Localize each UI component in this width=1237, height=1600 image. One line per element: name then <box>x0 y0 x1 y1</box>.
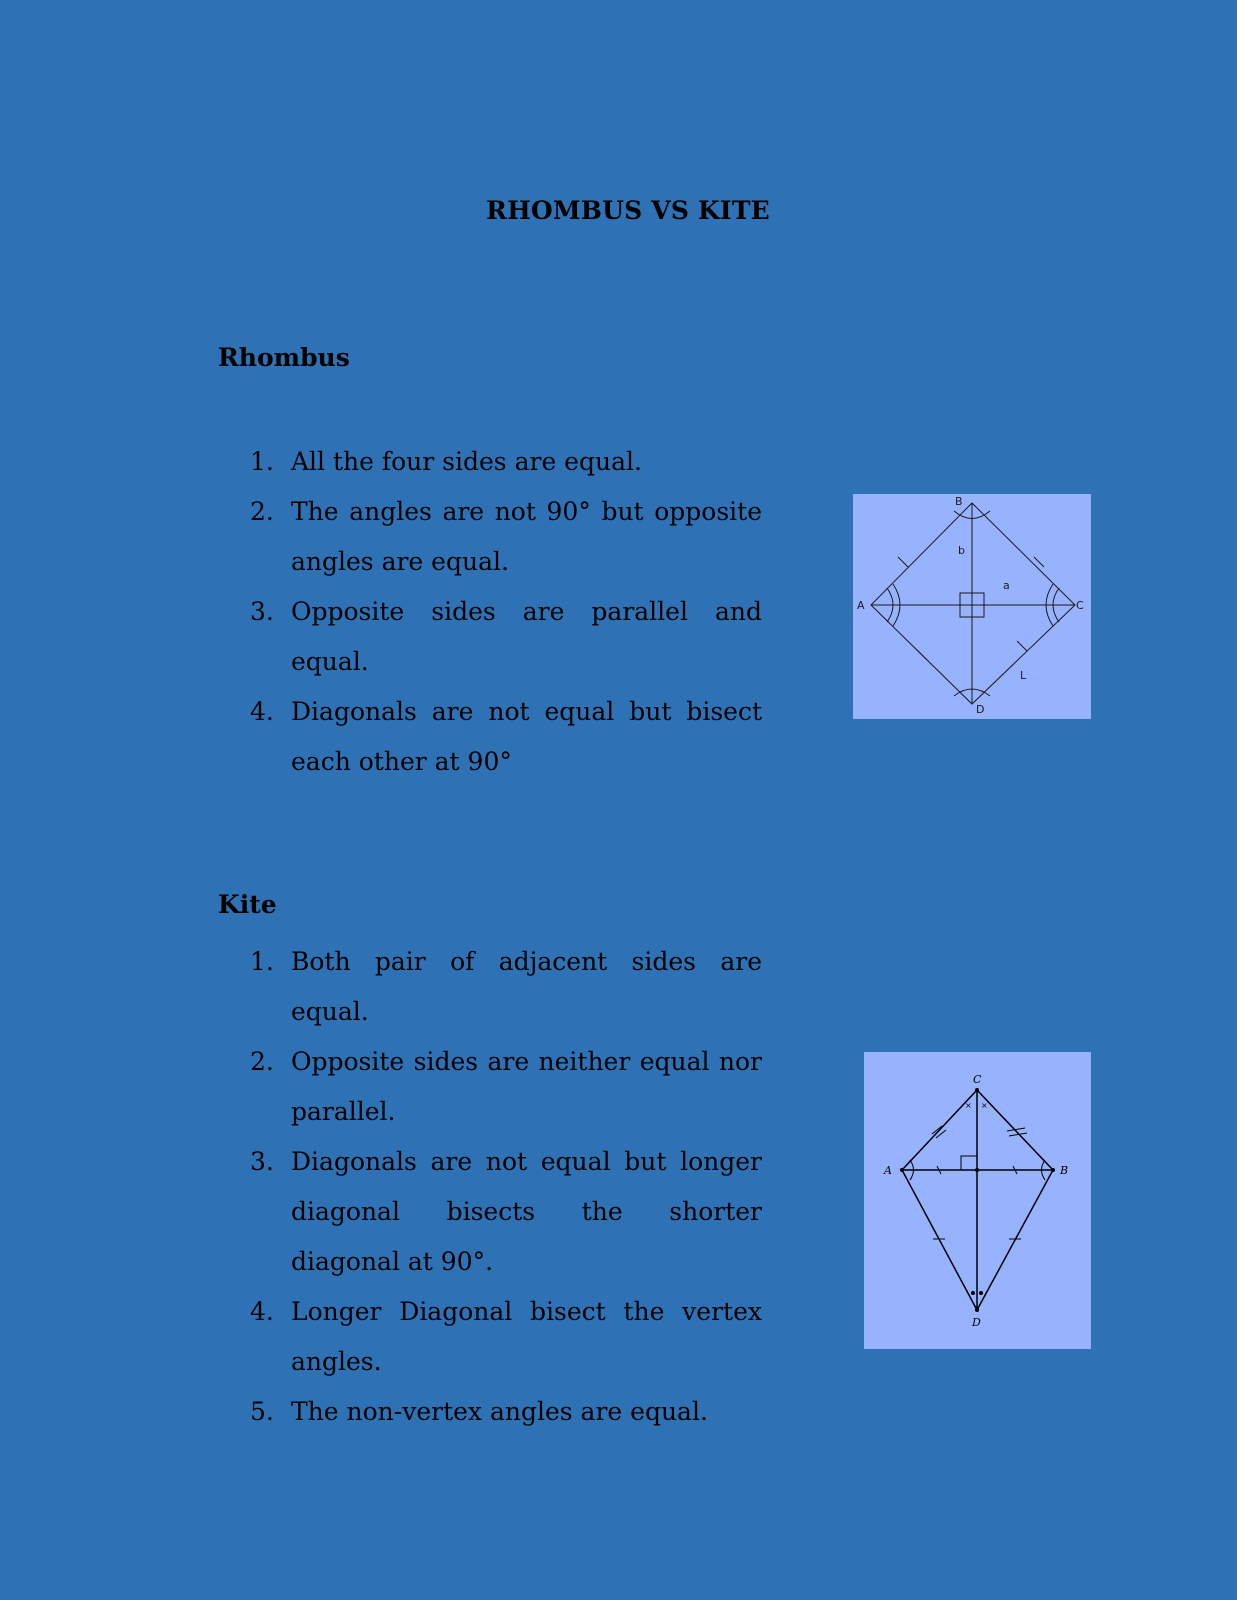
kite-heading: Kite <box>218 890 277 919</box>
vertex-label-a: A <box>884 1164 892 1177</box>
vertex-label-d: D <box>972 1316 981 1329</box>
rhombus-properties-list <box>250 437 762 787</box>
list-item-text: The non-vertex angles are equal. <box>291 1397 708 1426</box>
list-item <box>250 1137 762 1287</box>
list-item-number: 1. <box>250 447 274 476</box>
list-item-text: Diagonals are not equal but bisect each other at 90° <box>291 697 762 776</box>
list-item <box>250 587 762 687</box>
list-item-text: Opposite sides are neither equal nor parallel. <box>291 1047 762 1126</box>
diagonal-label-a: a <box>1003 579 1010 592</box>
kite-diagram <box>864 1052 1091 1349</box>
vertex-label-b: B <box>955 495 963 508</box>
list-item-number: 3. <box>250 1147 274 1176</box>
svg-text:×: × <box>981 1101 988 1110</box>
list-item-number: 2. <box>250 1047 274 1076</box>
side-label-l: L <box>1020 669 1027 682</box>
diagonal-label-b: b <box>958 544 965 557</box>
vertex-label-a: A <box>857 599 865 612</box>
list-item <box>250 1387 762 1437</box>
kite-properties-list <box>250 937 762 1437</box>
list-item <box>250 1287 762 1387</box>
rhombus-figure <box>853 494 1091 719</box>
list-item <box>250 437 762 487</box>
list-item-number: 1. <box>250 947 274 976</box>
list-item <box>250 687 762 787</box>
list-item-text: Both pair of adjacent sides are equal. <box>291 947 762 1026</box>
right-angle-mark <box>961 1156 977 1170</box>
list-item-number: 3. <box>250 597 274 626</box>
vertex-label-c: C <box>1076 599 1084 612</box>
vertex-label-d: D <box>976 703 985 716</box>
vertex-label-b: B <box>1060 1164 1069 1177</box>
list-item <box>250 487 762 587</box>
vertex-label-c: C <box>973 1073 982 1086</box>
list-item-number: 5. <box>250 1397 274 1426</box>
rhombus-heading: Rhombus <box>218 343 350 372</box>
list-item-number: 4. <box>250 697 274 726</box>
list-item-number: 4. <box>250 1297 274 1326</box>
list-item-text: Diagonals are not equal but longer diagonal bisects the shorter diagonal at 90°. <box>291 1147 762 1276</box>
rhombus-diagram <box>853 494 1091 719</box>
list-item <box>250 937 762 1037</box>
list-item-number: 2. <box>250 497 274 526</box>
list-item-text: Opposite sides are parallel and equal. <box>291 597 762 676</box>
list-item <box>250 1037 762 1137</box>
list-item-text: The angles are not 90° but opposite angles are equal. <box>291 497 762 576</box>
kite-figure <box>864 1052 1091 1349</box>
svg-text:×: × <box>965 1101 972 1110</box>
rhombus-outline <box>871 503 1075 704</box>
side-tick-mark <box>898 557 908 567</box>
list-item-text: All the four sides are equal. <box>291 447 642 476</box>
page-title: RHOMBUS VS KITE <box>486 196 770 225</box>
list-item-text: Longer Diagonal bisect the vertex angles. <box>291 1297 762 1376</box>
